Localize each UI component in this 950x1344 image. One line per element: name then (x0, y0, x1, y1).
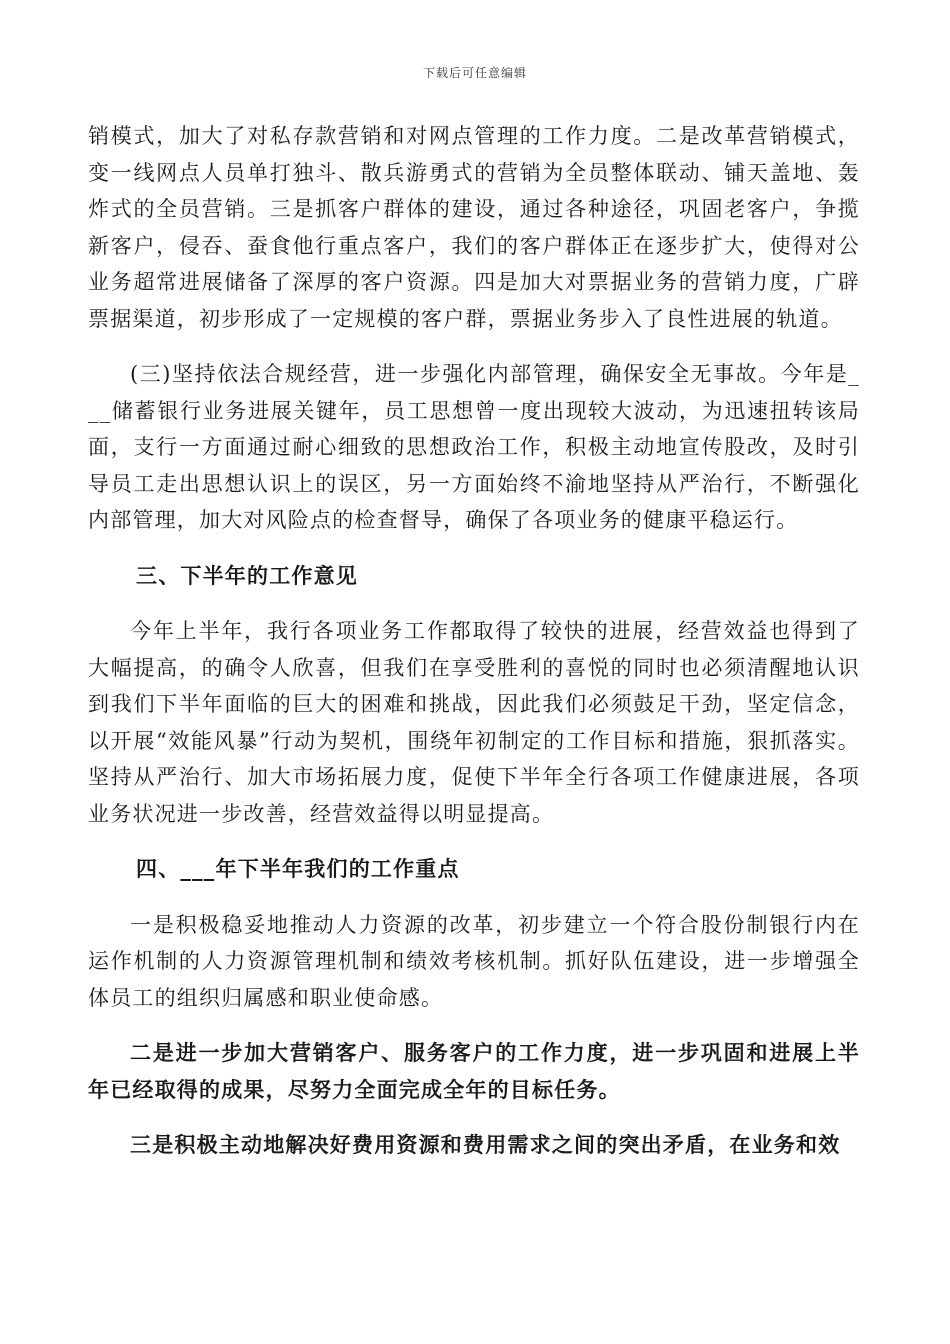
document-body (88, 118, 860, 1164)
paragraph-cost-resources: 三是积极主动地解决好费用资源和费用需求之间的突出矛盾，在业务和效 (130, 1132, 841, 1157)
paragraph-second-half-opinion: 今年上半年，我行各项业务工作都取得了较快的进展，经营效益也得到了大幅提高，的确令人欣喜，但我们在享受胜利的喜悦的同时也必须清醒地认识到我们下半年面临的巨大的困难和挑战，因此我们必须鼓足干劲，坚定信念，以开展“效能风暴”行动为契机，围绕年初制定的工作目标和措施，狠抓落实。坚持从严治行、加大市场拓展力度，促使下半年全行各项工作健康进展，各项业务状况进一步改善，经营效益得以明显提高。 (88, 619, 860, 826)
paragraph-marketing-mode: 销模式，加大了对私存款营销和对网点管理的工作力度。二是改革营销模式，变一线网点人员单打独斗、散兵游勇式的营销为全员整体联动、铺天盖地、轰炸式的全员营销。三是抓客户群体的建设，通过各种途径，巩固老客户，争揽新客户，侵吞、蚕食他行重点客户，我们的客户群体正在逐步扩大，使得对公业务超常进展储备了深厚的客户资源。四是加大对票据业务的营销力度，广辟票据渠道，初步形成了一定规模的客户群，票据业务步入了良性进展的轨道。 (88, 124, 860, 331)
paragraph-marketing-service: 二是进一步加大营销客户、服务客户的工作力度，进一步巩固和进展上半年已经取得的成果，尽努力全面完成全年的目标任务。 (88, 1040, 860, 1102)
paragraph-compliance: (三)坚持依法合规经营，进一步强化内部管理，确保安全无事故。今年是___储蓄银行业务进展关键年，员工思想曾一度出现较大波动，为迅速扭转该局面，支行一方面通过耐心细致的思想政治工作，积极主动地宣传股改，及时引导员工走出思想认识上的误区，另一方面始终不渝地坚持从严治行，不断强化内部管理，加大对风险点的检查督导，确保了各项业务的健康平稳运行。 (88, 362, 860, 532)
section-heading-3: 三、下半年的工作意见 (136, 562, 358, 588)
section-heading-4: 四、___年下半年我们的工作重点 (136, 856, 460, 881)
paragraph-hr-reform: 一是积极稳妥地推动人力资源的改革，初步建立一个符合股份制银行内在运作机制的人力资源管理机制和绩效考核机制。抓好队伍建设，进一步增强全体员工的组织归属感和职业使命感。 (88, 912, 860, 1010)
page-header: 下载后可任意编辑 (422, 66, 527, 80)
